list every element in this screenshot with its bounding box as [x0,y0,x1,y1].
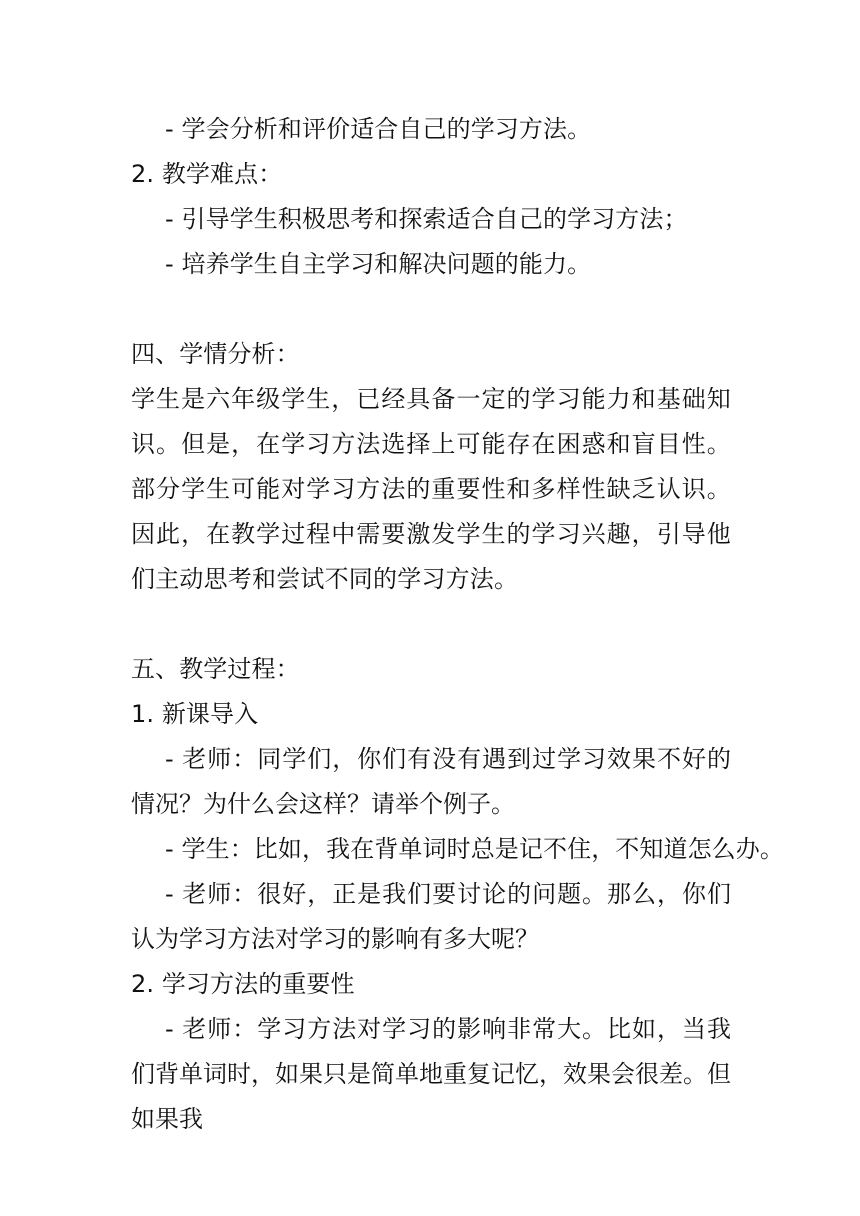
student-analysis-paragraph: 学生是六年级学生，已经具备一定的学习能力和基础知识。但是，在学习方法选择上可能存在困惑和盲目性。部分学生可能对学习方法的重要性和多样性缺乏认识。因此，在教学过程中需要激发学生的学习兴趣，引导他们主动思考和尝试不同的学习方法。 [131,385,731,593]
section-heading-student-analysis: 四、学情分析： [131,340,300,368]
dialogue-paragraph: - 老师：同学们，你们有没有遇到过学习效果不好的情况？为什么会这样？请举个例子。 [131,745,731,818]
dialogue-paragraph: - 老师：很好，正是我们要讨论的问题。那么，你们认为学习方法对学习的影响有多大呢？ [131,880,731,953]
key-point-item: - 学会分析和评价适合自己的学习方法。 [165,115,592,143]
spacer [131,602,731,647]
dialogue-paragraph: - 老师：学习方法对学习的影响非常大。比如，当我们背单词时，如果只是简单地重复记忆，效果会很差。但如果我 [131,1015,731,1133]
difficulty-item: - 引导学生积极思考和探索适合自己的学习方法； [165,205,688,233]
document-page [131,107,784,1142]
section-subheading-difficulties: 2. 教学难点： [131,160,283,188]
step-heading-introduction: 1. 新课导入 [131,700,259,728]
dialogue-line: - 学生：比如，我在背单词时总是记不住，不知道怎么办。 [165,835,784,863]
difficulty-item: - 培养学生自主学习和解决问题的能力。 [165,250,592,278]
spacer [131,287,731,332]
section-heading-teaching-process: 五、教学过程： [131,655,300,683]
step-heading-importance: 2. 学习方法的重要性 [131,970,355,998]
